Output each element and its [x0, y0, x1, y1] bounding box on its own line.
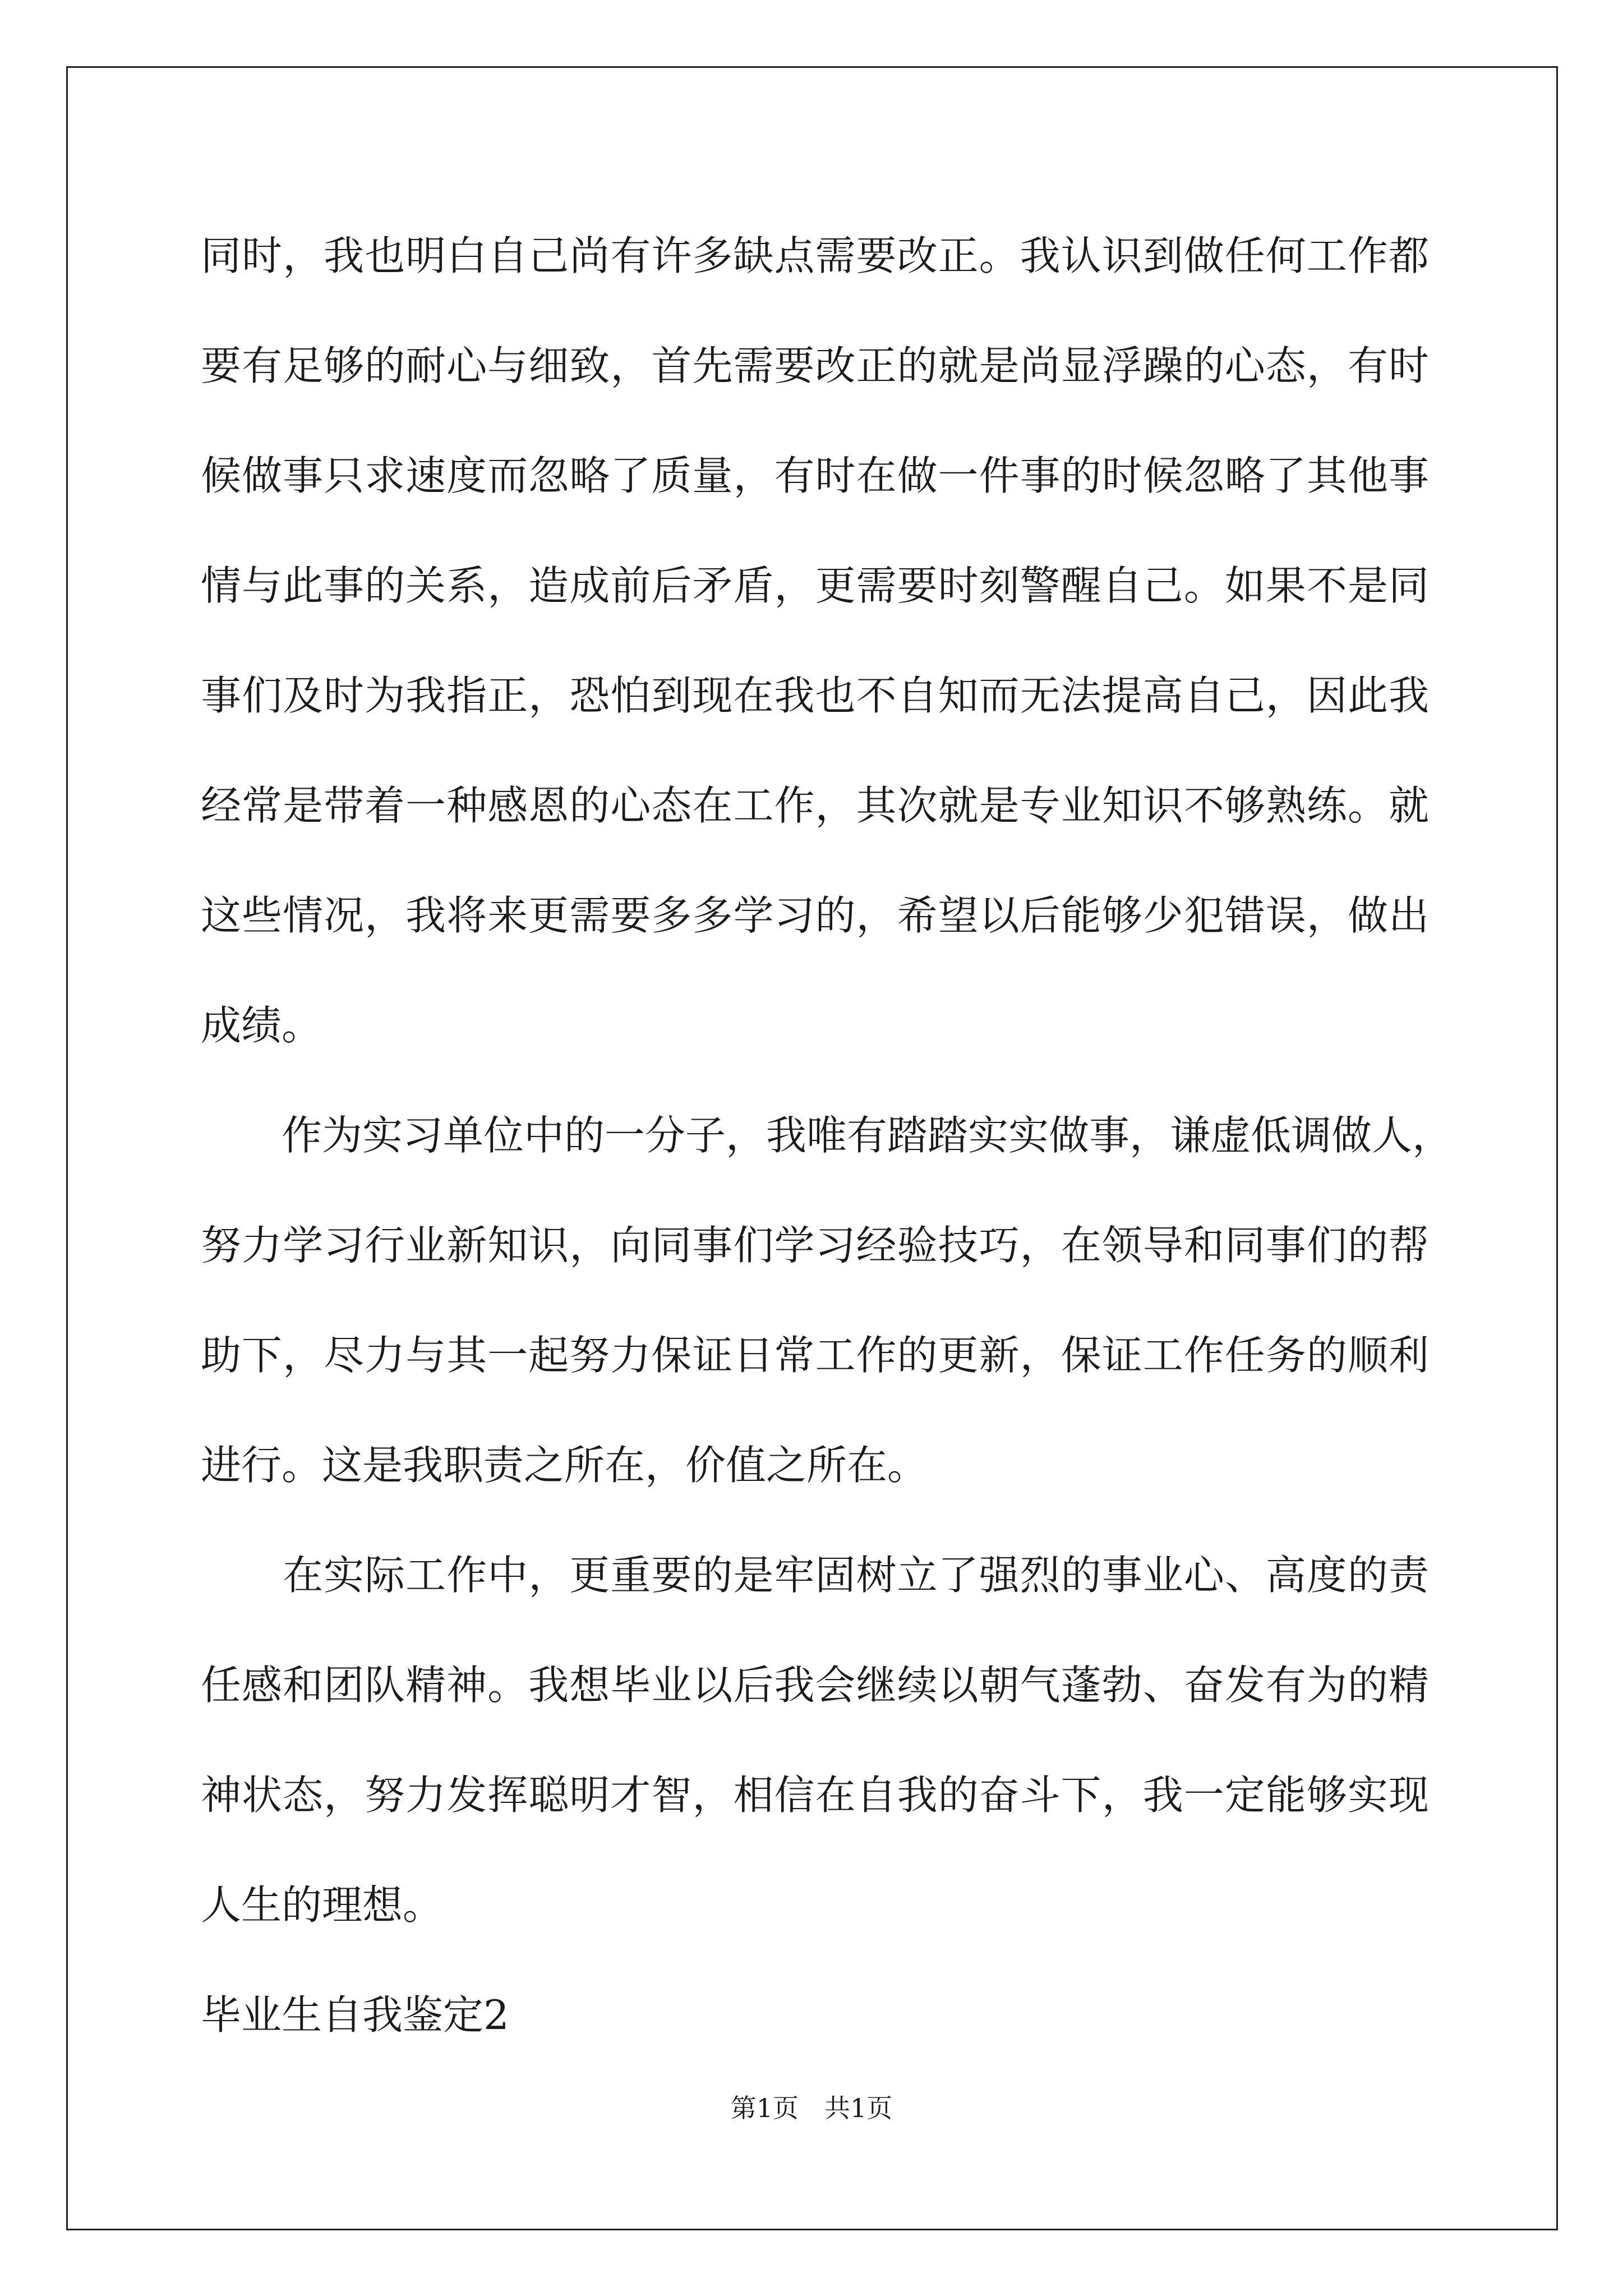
text-line: 进行。这是我职责之所在，价值之所在。: [201, 1442, 928, 1489]
text-line: 候做事只求速度而忽略了质量，有时在做一件事的时候忽略了其他事: [201, 452, 1429, 499]
text-line: 情与此事的关系，造成前后矛盾，更需要时刻警醒自己。如果不是同: [201, 562, 1429, 609]
document-body: [201, 201, 1453, 2070]
text-line: 在实际工作中，更重要的是牢固树立了强烈的事业心、高度的责: [201, 1552, 1429, 1599]
text-line: 努力学习行业新知识，向同事们学习经验技巧，在领导和同事们的帮: [201, 1222, 1429, 1269]
text-line: 任感和团队精神。我想毕业以后我会继续以朝气蓬勃、奋发有为的精: [201, 1662, 1429, 1709]
page-footer: 第1页 共1页: [730, 2093, 893, 2123]
text-line: 助下，尽力与其一起努力保证日常工作的更新，保证工作任务的顺利: [201, 1332, 1429, 1379]
text-line: 神状态，努力发挥聪明才智，相信在自我的奋斗下，我一定能够实现: [201, 1772, 1429, 1819]
text-line: 事们及时为我指正，恐怕到现在我也不自知而无法提高自己，因此我: [201, 672, 1429, 719]
text-line: 要有足够的耐心与细致，首先需要改正的就是尚显浮躁的心态，有时: [201, 342, 1429, 389]
text-line: 经常是带着一种感恩的心态在工作，其次就是专业知识不够熟练。就: [201, 782, 1429, 829]
text-line: 人生的理想。: [201, 1881, 444, 1929]
text-line: 这些情况，我将来更需要多多学习的，希望以后能够少犯错误，做出: [201, 892, 1429, 939]
text-line: 作为实习单位中的一分子，我唯有踏踏实实做事，谦虚低调做人，: [201, 1112, 1453, 1159]
text-line: 成绩。: [201, 1002, 322, 1049]
section-heading: 毕业生自我鉴定2: [201, 1991, 509, 2039]
text-line: 同时，我也明白自己尚有许多缺点需要改正。我认识到做任何工作都: [201, 232, 1429, 279]
